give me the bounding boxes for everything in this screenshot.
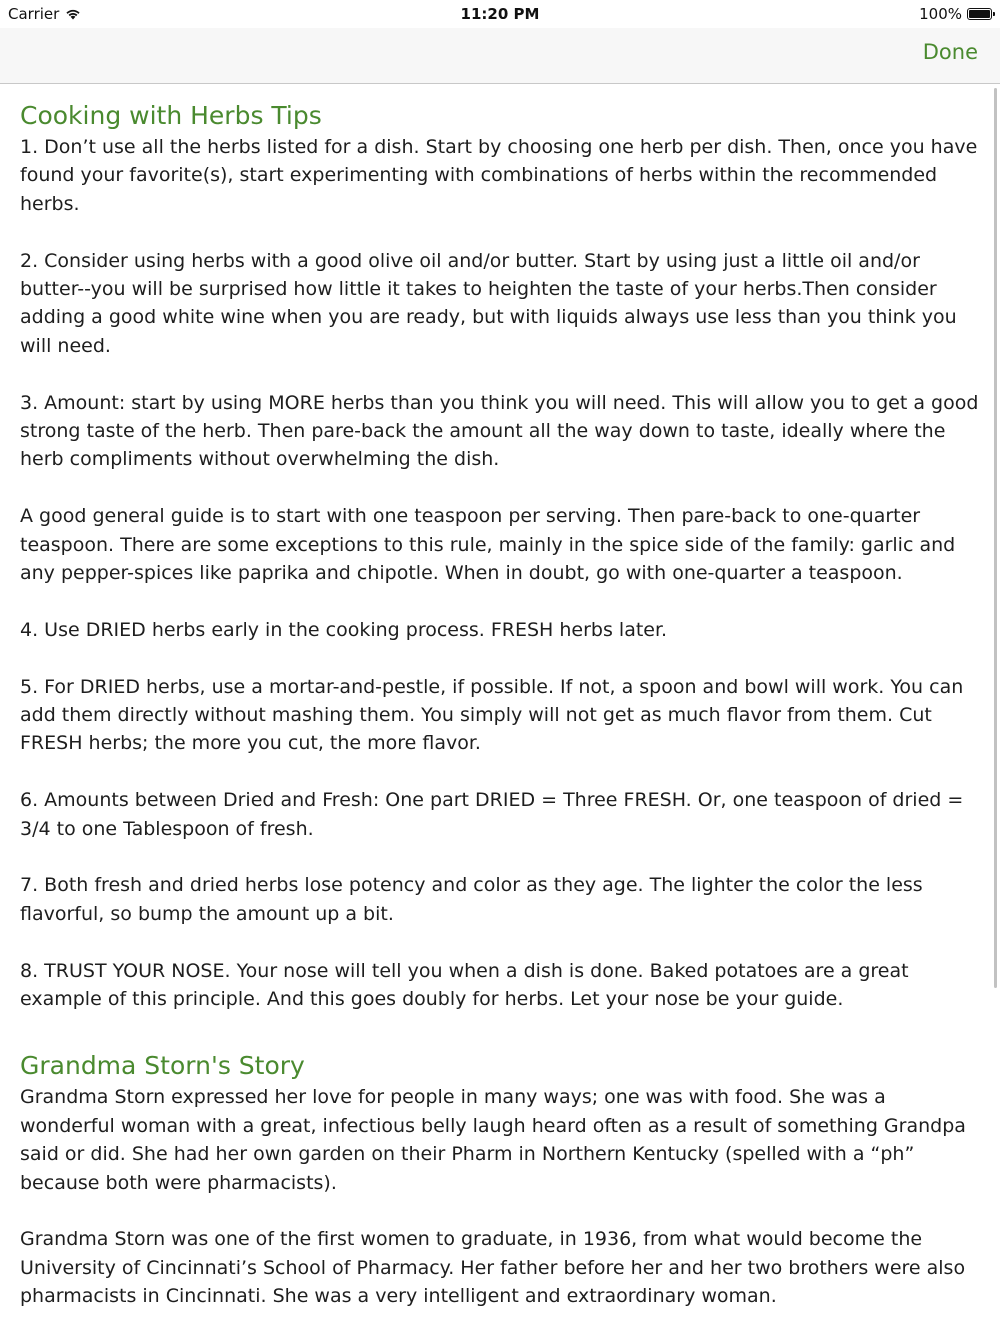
battery-level	[969, 10, 990, 18]
tip-paragraph: 3. Amount: start by using MORE herbs than you think you will need. This will allow you to get a good strong taste of the herb. Then pare-back the amount all the way down to taste, ideally where the herb compliments without overwhelming the dish.	[20, 391, 979, 471]
battery-icon	[967, 8, 992, 20]
story-paragraph: Grandma Storn expressed her love for people in many ways; one was with food. She was a wonderful woman with a great, infectious belly laugh heard often as a result of something Grandpa said or did. She had her own garden on their Pharm in Northern Kentucky (spelled with a “ph” because both were pharmacists).	[20, 1086, 966, 1194]
status-bar	[0, 0, 1000, 28]
tip-paragraph: 6. Amounts between Dried and Fresh: One part DRIED = Three FRESH. Or, one teaspoon of dried = 3/4 to one Tablespoon of fresh.	[20, 789, 964, 840]
tip-paragraph: A good general guide is to start with one teaspoon per serving. Then pare-back to one-quarter teaspoon. There are some exceptions to this rule, mainly in the spice side of the family: garlic and any pepper-spices like paprika and chipotle. When in doubt, go with one-quarter a teaspoon.	[20, 505, 956, 585]
section-title-herb-tips: Cooking with Herbs Tips	[20, 101, 322, 130]
battery-percentage: 100%	[919, 5, 962, 23]
carrier-label: Carrier	[8, 5, 60, 23]
story-paragraph: Grandma Storn was one of the first women to graduate, in 1936, from what would become the University of Cincinnati’s School of Pharmacy. Her father before her and her two brothers were also pharmacists in Cincinnati. She was a very intelligent and extraordinary woman.	[20, 1228, 966, 1308]
tip-paragraph: 4. Use DRIED herbs early in the cooking process. FRESH herbs later.	[20, 618, 668, 641]
tip-paragraph: 5. For DRIED herbs, use a mortar-and-pestle, if possible. If not, a spoon and bowl will work. You can add them directly without mashing them. You simply will not get as much flavor from them. Cut FRESH herbs; the more you cut, the more flavor.	[20, 675, 964, 755]
tip-paragraph: 1. Don’t use all the herbs listed for a dish. Start by choosing one herb per dish. Then, once you have found your favorite(s), start experimenting with combinations of herbs within the recommended herbs.	[20, 136, 978, 215]
section-title-grandma-story: Grandma Storn's Story	[20, 1051, 305, 1081]
tip-paragraph: 7. Both fresh and dried herbs lose potency and color as they age. The lighter the color the less flavorful, so bump the amount up a bit.	[20, 874, 923, 925]
clock: 11:20 PM	[460, 5, 540, 23]
tip-paragraph: 2. Consider using herbs with a good olive oil and/or butter. Start by using just a little oil and/or butter--you will be surprised how little it takes to heighten the taste of your herbs.Then consider adding a good white wine when you are ready, but with liquids always use less than you think you will need.	[20, 249, 957, 357]
content-scroll-view[interactable]	[0, 84, 1000, 1333]
done-button[interactable]: Done	[922, 40, 978, 64]
scroll-indicator[interactable]	[994, 88, 997, 988]
battery-indicator	[919, 5, 992, 23]
navigation-bar	[0, 28, 1000, 84]
tip-paragraph: 8. TRUST YOUR NOSE. Your nose will tell you when a dish is done. Baked potatoes are a great example of this principle. And this goes doubly for herbs. Let your nose be your guide.	[20, 959, 909, 1011]
